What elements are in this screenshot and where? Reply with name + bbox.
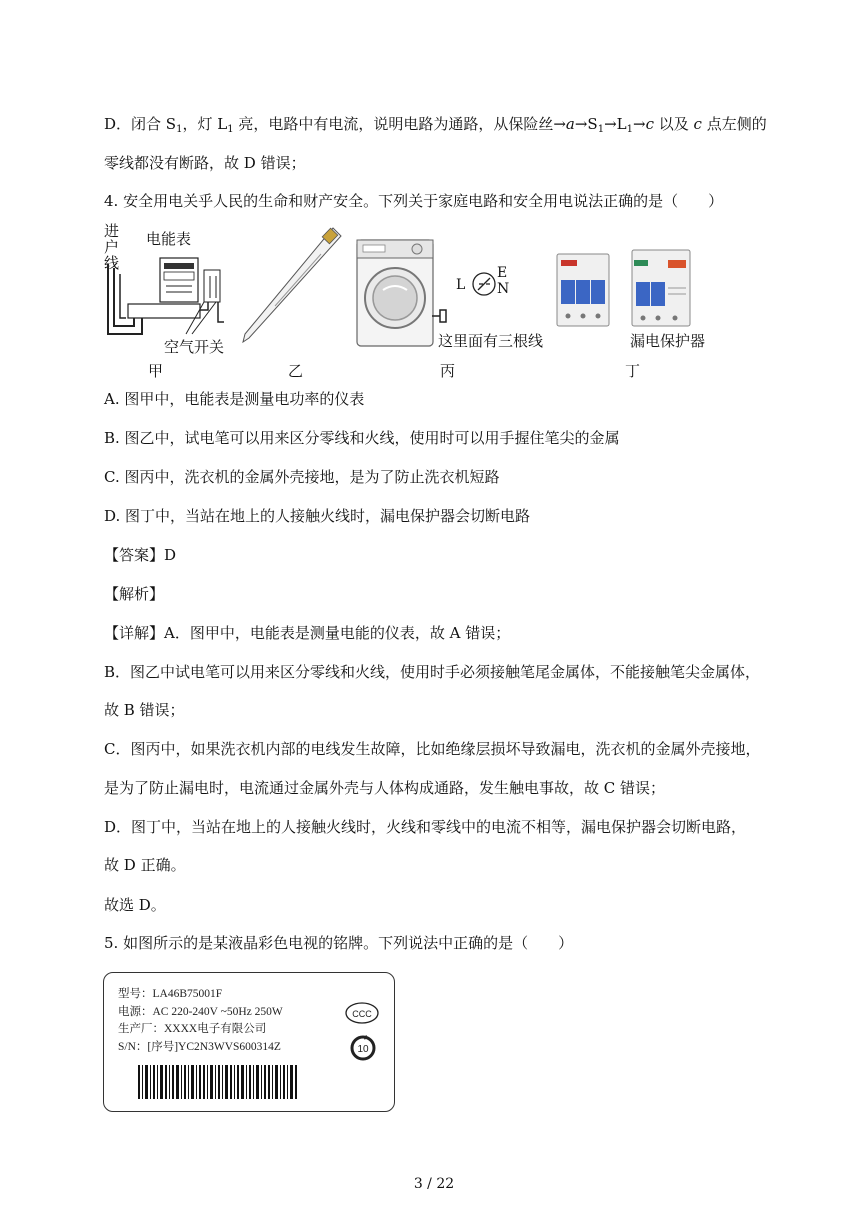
eco-10-icon [348,1033,378,1063]
fig-label-xian: 线 [104,254,120,272]
socket-icon [470,268,500,298]
ccc-mark-icon [344,1001,380,1025]
meter-diagram-icon [100,222,240,352]
q4-detail-line: 【详解】A．图甲中，电能表是测量电能的仪表，故 A 错误； [104,624,511,642]
q4-option-b: B. 图乙中，试电笔可以用来区分零线和火线，使用时可以用手握住笔尖的金属 [104,429,620,447]
q4-analysis-title: 【解析】 [104,585,165,603]
q4-option-a: A. 图甲中，电能表是测量电功率的仪表 [104,390,365,408]
leakage-protector-icon [630,248,692,328]
caption-ding: 丁 [625,362,641,380]
q4-answer: 【答案】D [104,546,177,564]
plug-icon [430,304,450,330]
caption-bing: 丙 [440,362,456,380]
protector-label: 漏电保护器 [630,332,706,350]
meter-label: 电能表 [146,230,192,248]
switch-label: 空气开关 [164,338,225,356]
q4-figure [100,222,720,382]
nameplate-model: 型号：LA46B75001F [118,988,223,1000]
tv-nameplate [103,972,395,1112]
q4-detail-line: 故 D 正确。 [104,856,186,874]
q4-detail-line: 是为了防止漏电时，电流通过金属外壳与人体构成通路，发生触电事故，故 C 错误； [104,779,666,797]
q4-detail-line: C．图丙中，如果洗衣机内部的电线发生故障，比如绝缘层损坏导致漏电，洗衣机的金属外壳接地， [104,740,761,758]
q4-detail-line: D．图丁中，当站在地上的人接触火线时，火线和零线中的电流不相等，漏电保护器会切断电路， [104,818,747,836]
q4-detail-line: 故选 D。 [104,896,166,914]
prev-answer-d-line2: 零线都没有断路，故 D 错误； [104,154,306,172]
q4-option-d: D. 图丁中，当站在地上的人接触火线时，漏电保护器会切断电路 [104,507,531,525]
q4-option-c: C. 图丙中，洗衣机的金属外壳接地，是为了防止洗衣机短路 [104,468,500,486]
nameplate-power: 电源：AC 220-240V ~50Hz 250W [118,1006,283,1018]
barcode-icon [138,1065,298,1099]
q4-stem: 4. 安全用电关乎人民的生命和财产安全。下列关于家庭电路和安全用电说法正确的是（ ） [104,192,724,210]
fig-label-hu: 户 [104,238,120,256]
q4-detail-line: B．图乙中试电笔可以用来区分零线和火线，使用时手必须接触笔尾金属体，不能接触笔尖金属体， [104,663,761,681]
socket-label-n: N [497,281,510,297]
eco-10-text: 10 [357,1044,369,1055]
plug-note: 这里面有三根线 [438,332,544,350]
test-pen-icon [235,224,345,346]
q4-detail-line: 故 B 错误； [104,701,185,719]
socket-label-l: L [456,277,466,293]
q5-stem: 5. 如图所示的是某液晶彩色电视的铭牌。下列说法中正确的是（ ） [104,934,574,952]
nameplate-sn: S/N：[序号]YC2N3WVS600314Z [118,1041,281,1053]
caption-yi: 乙 [288,362,304,380]
nameplate-maker: 生产厂：XXXX电子有限公司 [118,1023,267,1035]
socket-label-e: E [497,265,508,281]
caption-jia: 甲 [148,362,164,380]
ccc-mark-text: CCC [352,1009,372,1019]
fig-label-jin: 进 [104,222,120,240]
page-number: 3 / 22 [413,1176,455,1192]
washing-machine-icon [355,238,435,350]
prev-answer-d-line1: D．闭合 $S_1$，灯 $L_1$ 亮，电路中有电流，说明电路为通路，从保险丝$\to a\to S_1\to L_1\to c$ 以及 c 点左侧的 [104,115,767,135]
air-breaker-icon [555,252,611,328]
